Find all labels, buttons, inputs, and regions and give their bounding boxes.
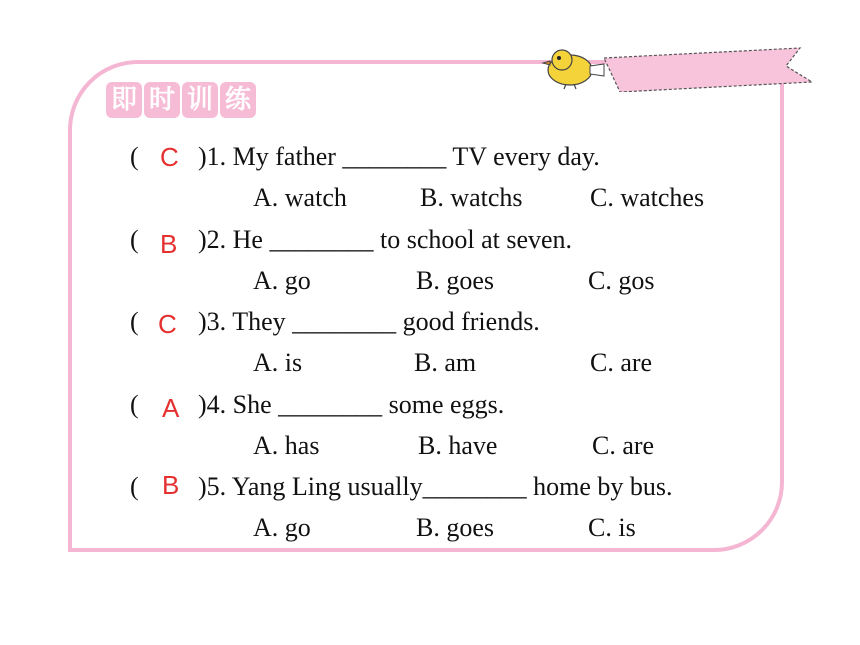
option-a: A. watch (253, 183, 347, 212)
option-c: C. is (588, 513, 636, 542)
option-c: C. watches (590, 183, 705, 212)
option-b: B. am (414, 348, 477, 377)
question-paren-open: ( (130, 225, 139, 254)
answer-mark: C (158, 309, 177, 339)
title-char: 时 (144, 82, 180, 118)
question-text: )5. Yang Ling usually________ home by bus. (198, 472, 673, 501)
question-paren-open: ( (130, 390, 139, 419)
option-b: B. have (418, 431, 498, 460)
option-c: C. are (590, 348, 653, 377)
question-text: )3. They ________ good friends. (198, 307, 540, 336)
option-a: A. go (253, 513, 311, 542)
question-paren-open: ( (130, 142, 139, 171)
question-text: )2. He ________ to school at seven. (198, 225, 573, 254)
option-c: C. gos (588, 266, 655, 295)
option-b: B. goes (416, 266, 494, 295)
title-char: 练 (220, 82, 256, 118)
question-text: )1. My father ________ TV every day. (198, 142, 600, 171)
ribbon-banner-icon (600, 44, 814, 92)
answer-mark: C (160, 142, 179, 172)
answer-mark: B (162, 470, 180, 500)
answer-mark: B (160, 229, 178, 259)
option-c: C. are (592, 431, 655, 460)
answer-mark: A (162, 393, 180, 423)
title-char: 训 (182, 82, 218, 118)
section-title (106, 82, 256, 118)
option-a: A. has (253, 431, 320, 460)
chick-icon (540, 46, 610, 90)
option-a: A. is (253, 348, 303, 377)
option-b: B. goes (416, 513, 494, 542)
question-text: )4. She ________ some eggs. (198, 390, 505, 419)
question-paren-open: ( (130, 307, 139, 336)
question-paren-open: ( (130, 472, 139, 501)
option-a: A. go (253, 266, 311, 295)
option-b: B. watchs (420, 183, 523, 212)
title-char: 即 (106, 82, 142, 118)
